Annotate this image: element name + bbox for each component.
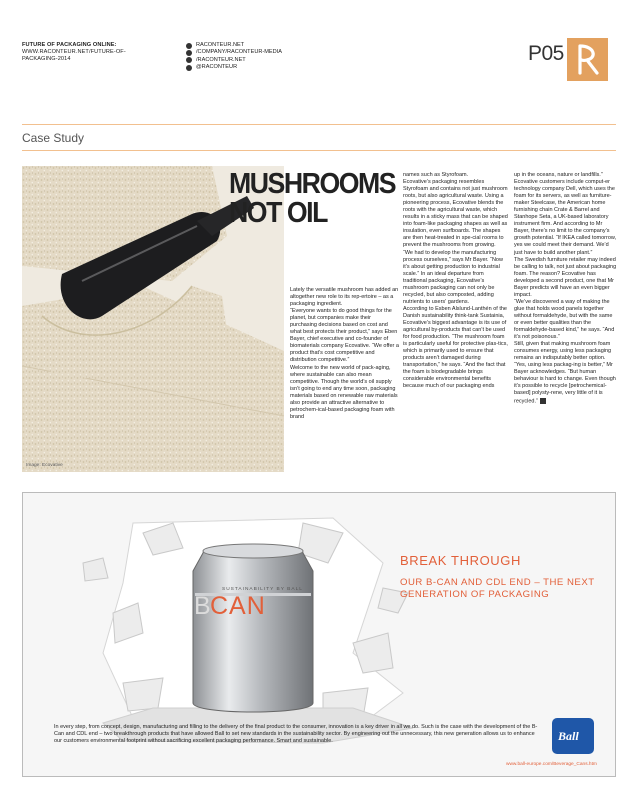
ball-logo[interactable] <box>552 718 594 754</box>
section-label: Case Study <box>22 131 85 145</box>
header-social-links <box>186 42 282 72</box>
can-b-letter: B <box>194 592 211 620</box>
social-text: /COMPANY/RACONTEUR-MEDIA <box>196 49 282 56</box>
ad-body-text: In every step, from concept, design, manufacturing and filling to the delivery of the final product to the consumer, innovation is a key driver in all we do. Such is the case with the development of the B-Can and CDL end – two breakthrough products that have allowed Ball to set new standards in the sustainability sector. By engineering out the unnecessary, this new generation allows us to enhance our customers environmental footprint without sacrificing excellent packaging performance. Smart and sustainable. <box>54 724 538 745</box>
header-online-url-2[interactable]: PACKAGING-2014 <box>22 56 71 63</box>
section-rule-bottom <box>22 150 616 151</box>
paragraph: Lately the versatile mushroom has added an altogether new role to its rep-ertoire – as a packaging ingredient. <box>290 287 399 308</box>
header-online-url-1[interactable]: WWW.RACONTEUR.NET/FUTURE-OF- <box>22 49 126 56</box>
ad-title: BREAK THROUGH <box>400 553 521 568</box>
header-online-info <box>22 42 162 64</box>
social-row-twitter[interactable] <box>186 64 282 71</box>
can-small-text: SUSTAINABILITY BY BALL <box>222 587 303 592</box>
social-text: @RACONTEUR <box>196 64 238 71</box>
headline-line-1: MUSHROOMS <box>229 168 396 200</box>
photo-caption: Image: Ecovative <box>26 463 63 468</box>
article-headline <box>229 170 395 228</box>
twitter-icon <box>186 65 192 71</box>
paragraph: “Everyone wants to do good things for the planet, but companies make their purchasing decisions based on cost and what best protects their product,” says Eben Bayer, chief executive and co-founder of biomaterials company Ecovative. “We offer a product that’s cost competitive and distribution competitive.” <box>290 308 399 364</box>
ball-logo-text: Ball <box>558 729 579 743</box>
ad-url-link[interactable]: www.ball-europe.com/Beverage_Cans.htm <box>506 762 597 767</box>
paragraph: According to Esben Alslund-Lanthén of the Danish sustainability think-tank Sustainia, Ecovative’s biggest advantage is its use of agricultural by-products that can’t be used for food production. “The mushroom foam is particularly useful for protective plas-tics, which is primarily used to ensure that products aren’t damaged during transportation,” he says. “And the fact that the foam is biodegradable brings considerable environmental benefits because much of our packaging ends <box>403 305 508 390</box>
paragraph: The Swedish furniture retailer may indeed be calling to talk, not just about packaging foam. The reason? Ecovative has developed a second product, one that Mr Bayer predicts will have an even bigger impact. <box>514 256 617 298</box>
paragraph: Ecovative’s packaging resembles Styrofoam and contains not just mushroom roots, but also agricultural waste. Using a pioneering process, Ecovative blends the roots with the agricultural waste, which results in a sticky mass that can be shaped into foam-like packaging shapes as well as insulation, even surfboards. The shapes are then heat-treated in spe-cial rooms to prevent the mushrooms from growing. <box>403 179 508 249</box>
paragraph: up in the oceans, nature or landfills.” <box>514 172 603 178</box>
social-text: RACONTEUR.NET <box>196 42 245 48</box>
article-column-1 <box>290 287 399 421</box>
facebook-icon <box>186 57 192 63</box>
social-row-web[interactable] <box>186 42 282 49</box>
raconteur-logo <box>567 38 608 81</box>
r-logo-icon <box>567 38 608 81</box>
can-brand: CAN <box>210 592 266 620</box>
page-number: P05 <box>528 42 564 65</box>
article-column-3 <box>514 172 617 405</box>
last-paragraph-text: Still, given that making mushroom foam consumes energy, using less packaging remains an indisputably better option. “Yes, using less packag-ing is better,” Mr Bayer acknowledges. “But human behaviour is hard to change. Even though it’s possible to recycle [petrochemical-based] polysty-rene, very little of it is recycled.” <box>514 341 616 404</box>
header-online-title: FUTURE OF PACKAGING ONLINE: <box>22 42 117 48</box>
paragraph: Ecovative customers include comput-er technology company Dell, which uses the foam for its servers, as well as furniture-maker Steelcase, the American home furnishing chain Crate & Barrel and Stanhope Seta, a UK-based laboratory instrument firm. And according to Mr Bayer, there’s no limit to the company’s growth potential. “If IKEA called tomorrow, yes we could meet their demand. We’d just have to build another plant.” <box>514 179 617 256</box>
article-column-2 <box>403 172 509 390</box>
paragraph: Welcome to the new world of pack-aging, where sustainable can also mean competitive. Though the world’s oil supply isn’t going to end any time soon, packaging materials based on renewable raw materials also provide an attractive alternative to petrochem-ical-based packaging foam with brand <box>290 364 398 420</box>
headline-line-2: NOT OIL <box>229 197 327 229</box>
globe-icon <box>186 43 192 49</box>
ad-subtitle: OUR B-CAN AND CDL END – THE NEXT GENERATION OF PACKAGING <box>400 577 595 600</box>
linkedin-icon <box>186 50 192 56</box>
social-text: /RACONTEUR.NET <box>196 56 246 63</box>
social-row-facebook[interactable] <box>186 57 282 64</box>
paragraph: names such as Styrofoam. <box>403 172 469 178</box>
paragraph: “We had to develop the manufacturing process ourselves,” says Mr Bayer. “Now it’s about getting production to industrial scale.” In an ideal departure from traditional packaging, Ecovative’s mushroom packaging can not only be recycled, but also composted, adding nutrients to users’ gardens. <box>403 249 503 305</box>
paragraph: “We’ve discovered a way of making the glue that holds wood panels together without formaldehyde, but with the same or even better qualities than the formaldehyde-based kind,” he says. “And it’s not poisonous.” <box>514 298 615 341</box>
social-row-linkedin[interactable] <box>186 49 282 56</box>
section-rule-top <box>22 124 616 125</box>
paragraph <box>514 341 617 405</box>
end-of-article-icon <box>540 398 546 404</box>
